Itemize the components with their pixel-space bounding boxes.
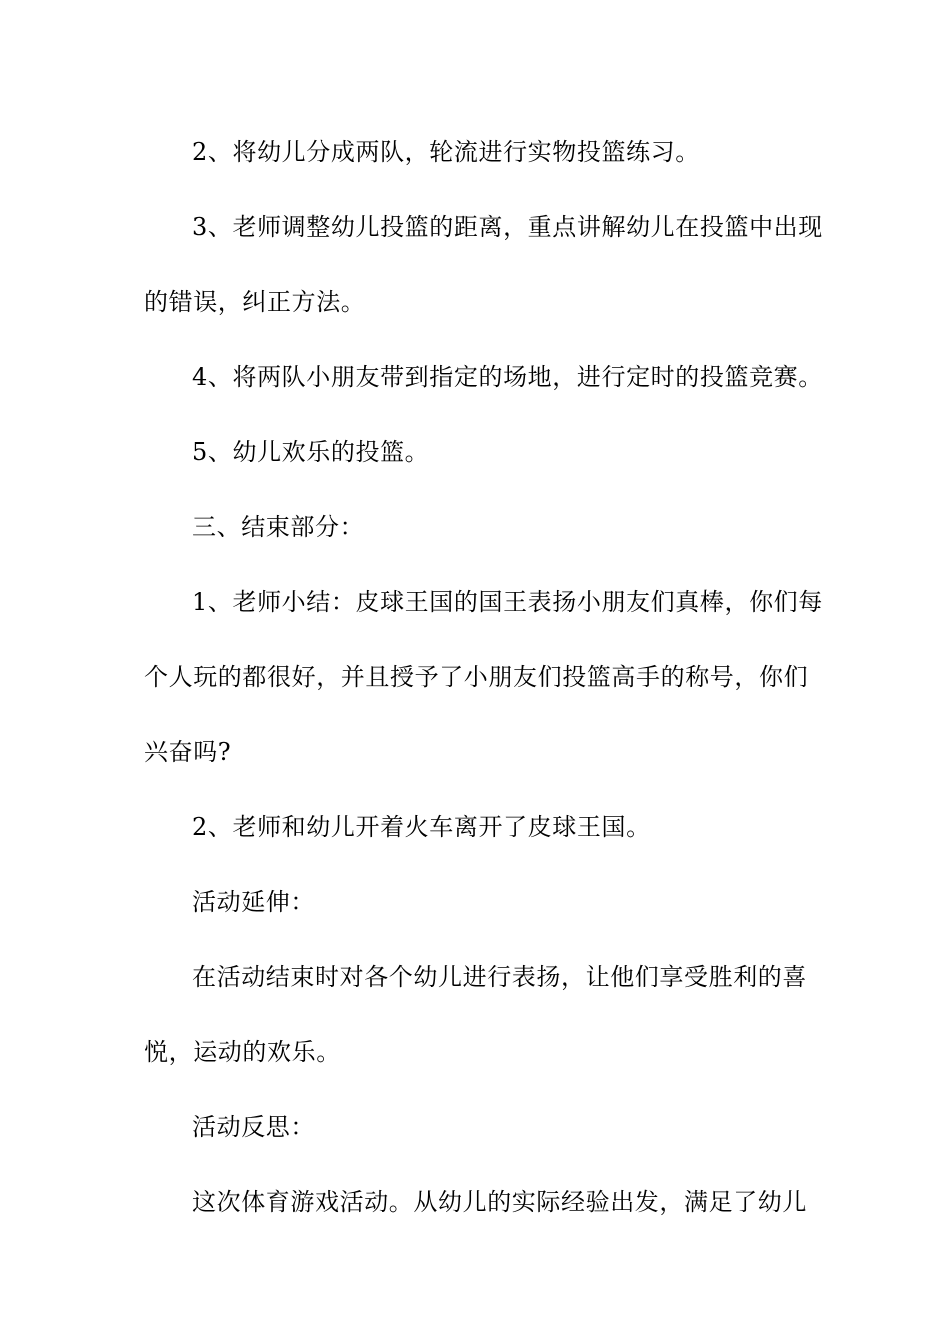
extension-line-2: 悦，运动的欢乐。 [144, 1038, 341, 1066]
step-2-line: 2、将幼儿分成两队，轮流进行实物投篮练习。 [192, 138, 700, 166]
reflection-line-1: 这次体育游戏活动。从幼儿的实际经验出发，满足了幼儿 [192, 1188, 807, 1216]
extension-line-1: 在活动结束时对各个幼儿进行表扬，让他们享受胜利的喜 [192, 963, 807, 991]
step-3-line-2: 的错误，纠正方法。 [144, 288, 366, 316]
section-heading-reflection: 活动反思： [192, 1113, 315, 1141]
step-4-line: 4、将两队小朋友带到指定的场地，进行定时的投篮竞赛。 [192, 363, 823, 391]
summary-line-1: 1、老师小结：皮球王国的国王表扬小朋友们真棒，你们每 [192, 588, 823, 616]
summary-line-3: 兴奋吗? [144, 738, 232, 766]
step-3-line-1: 3、老师调整幼儿投篮的距离，重点讲解幼儿在投篮中出现 [192, 213, 823, 241]
section-heading-conclusion: 三、结束部分： [192, 513, 365, 541]
closing-step-line: 2、老师和幼儿开着火车离开了皮球王国。 [192, 813, 651, 841]
step-5-line: 5、幼儿欢乐的投篮。 [192, 438, 430, 466]
summary-line-2: 个人玩的都很好，并且授予了小朋友们投篮高手的称号，你们 [144, 663, 809, 691]
section-heading-extension: 活动延伸： [192, 888, 315, 916]
